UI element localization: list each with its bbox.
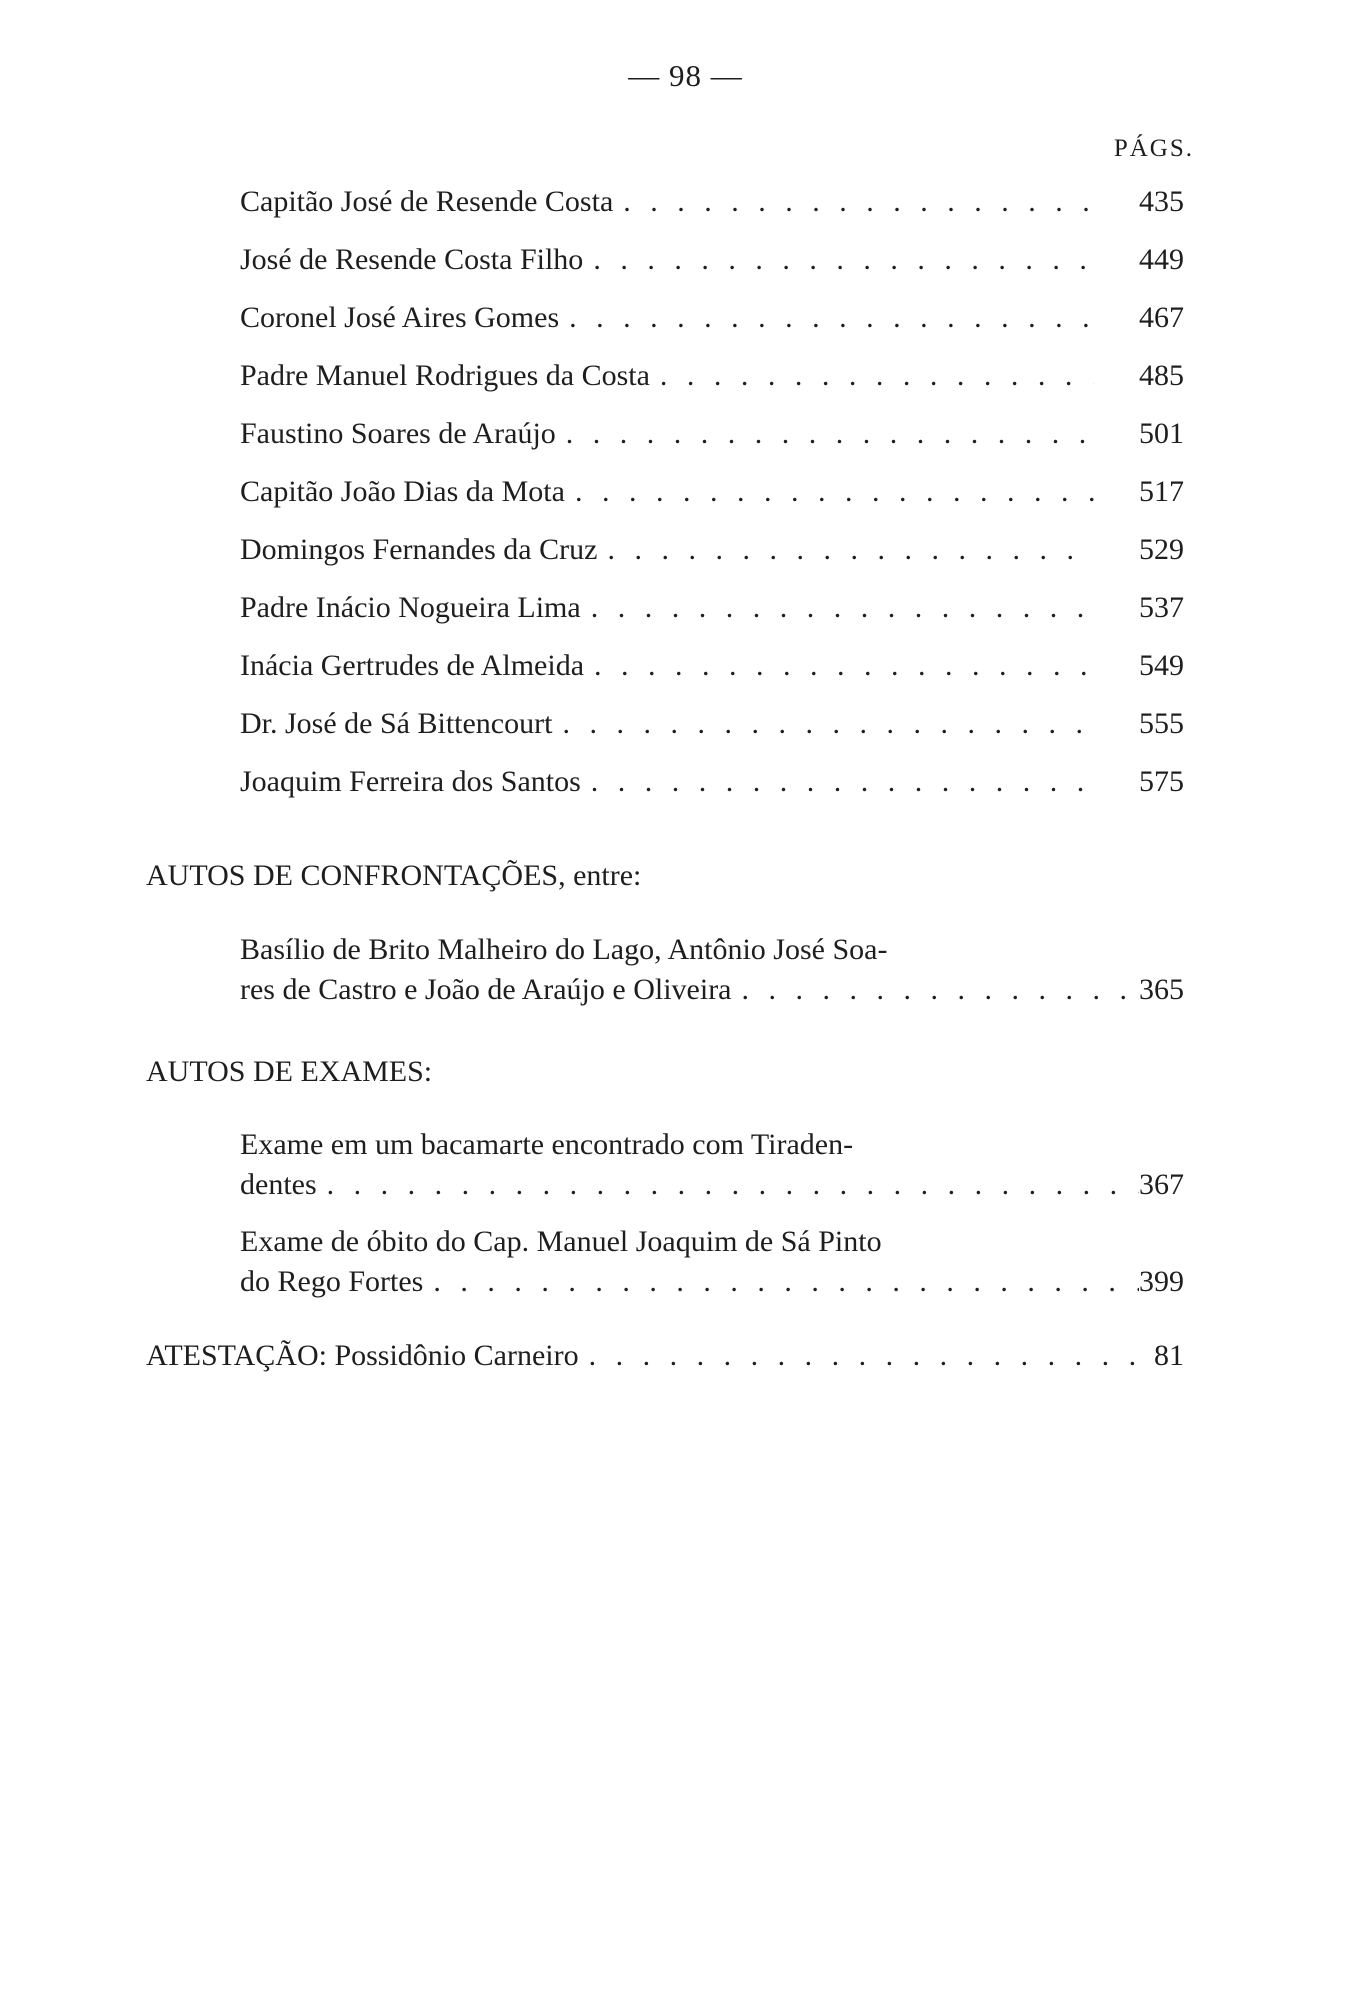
entry-last-line	[240, 1262, 1184, 1302]
entry-title: Padre Manuel Rodrigues da Costa	[240, 359, 650, 392]
leader-dots	[597, 531, 1094, 569]
toc-entry	[240, 531, 1184, 569]
entry-page: 555	[1139, 707, 1184, 740]
leader-dots	[579, 1337, 1153, 1375]
entry-page: 537	[1139, 591, 1184, 624]
toc-entry	[240, 183, 1184, 221]
pags-column-label: PÁGS.	[1113, 135, 1194, 162]
leader-dots	[559, 299, 1094, 337]
entry-title-line: do Rego Fortes	[240, 1265, 424, 1298]
entry-title: José de Resende Costa Filho	[240, 243, 584, 276]
leader-dots	[613, 183, 1094, 221]
entry-title: ATESTAÇÃO: Possidônio Carneiro	[146, 1339, 579, 1372]
entry-page: 81	[1154, 1339, 1184, 1372]
page-number: — 98 —	[628, 58, 743, 93]
section-heading-exames: AUTOS DE EXAMES:	[146, 1055, 433, 1088]
entry-title: Capitão José de Resende Costa	[240, 185, 614, 218]
entry-title: Padre Inácio Nogueira Lima	[240, 591, 581, 624]
entry-title-line: Basílio de Brito Malheiro do Lago, Antônio José Soa-	[240, 933, 888, 966]
entry-page: 365	[1139, 973, 1184, 1006]
entry-page: 435	[1139, 185, 1184, 218]
entry-title: Domingos Fernandes da Cruz	[240, 533, 598, 566]
leader-dots	[581, 763, 1094, 801]
entry-title: Capitão João Dias da Mota	[240, 475, 565, 508]
toc-entry-atestacao	[146, 1337, 1184, 1375]
entry-title-line: Exame em um bacamarte encontrado com Tiraden-	[240, 1128, 854, 1161]
toc-entry	[240, 357, 1184, 395]
entry-page: 549	[1139, 649, 1184, 682]
toc-entry-multiline	[240, 1125, 1184, 1205]
leader-dots	[565, 473, 1094, 511]
entry-page: 485	[1139, 359, 1184, 392]
section-heading-confrontacoes: AUTOS DE CONFRONTAÇÕES, entre:	[146, 859, 642, 892]
entry-title: Dr. José de Sá Bittencourt	[240, 707, 553, 740]
leader-dots	[423, 1262, 1139, 1302]
toc-entry	[240, 705, 1184, 743]
toc-entry	[240, 647, 1184, 685]
entry-last-line	[240, 970, 1184, 1010]
entry-title: Faustino Soares de Araújo	[240, 417, 556, 450]
toc-entry	[240, 763, 1184, 801]
leader-dots	[584, 647, 1094, 685]
leader-dots	[732, 970, 1140, 1010]
toc-entry	[240, 299, 1184, 337]
entry-title: Coronel José Aires Gomes	[240, 301, 560, 334]
toc-entry	[240, 415, 1184, 453]
leader-dots	[581, 589, 1094, 627]
entry-page: 449	[1139, 243, 1184, 276]
toc-entry	[240, 241, 1184, 279]
entry-title-line: Exame de óbito do Cap. Manuel Joaquim de Sá Pinto	[240, 1225, 882, 1258]
leader-dots	[552, 705, 1094, 743]
leader-dots	[650, 357, 1094, 395]
entry-title-line: dentes	[240, 1168, 317, 1201]
entry-page: 575	[1139, 765, 1184, 798]
entry-page: 501	[1139, 417, 1184, 450]
toc-entry	[240, 473, 1184, 511]
entry-title-line: res de Castro e João de Araújo e Oliveira	[240, 973, 732, 1006]
entry-page: 467	[1139, 301, 1184, 334]
entry-page: 529	[1139, 533, 1184, 566]
entry-title: Joaquim Ferreira dos Santos	[240, 765, 581, 798]
toc-entry-multiline	[240, 1222, 1184, 1302]
entry-page: 399	[1139, 1265, 1184, 1298]
entry-page: 367	[1139, 1168, 1184, 1201]
entry-last-line	[240, 1165, 1184, 1205]
entry-title: Inácia Gertrudes de Almeida	[240, 649, 585, 682]
leader-dots	[317, 1165, 1139, 1205]
entry-page: 517	[1139, 475, 1184, 508]
toc-entry-multiline	[240, 930, 1184, 1010]
toc-entry	[240, 589, 1184, 627]
leader-dots	[583, 241, 1094, 279]
leader-dots	[556, 415, 1094, 453]
